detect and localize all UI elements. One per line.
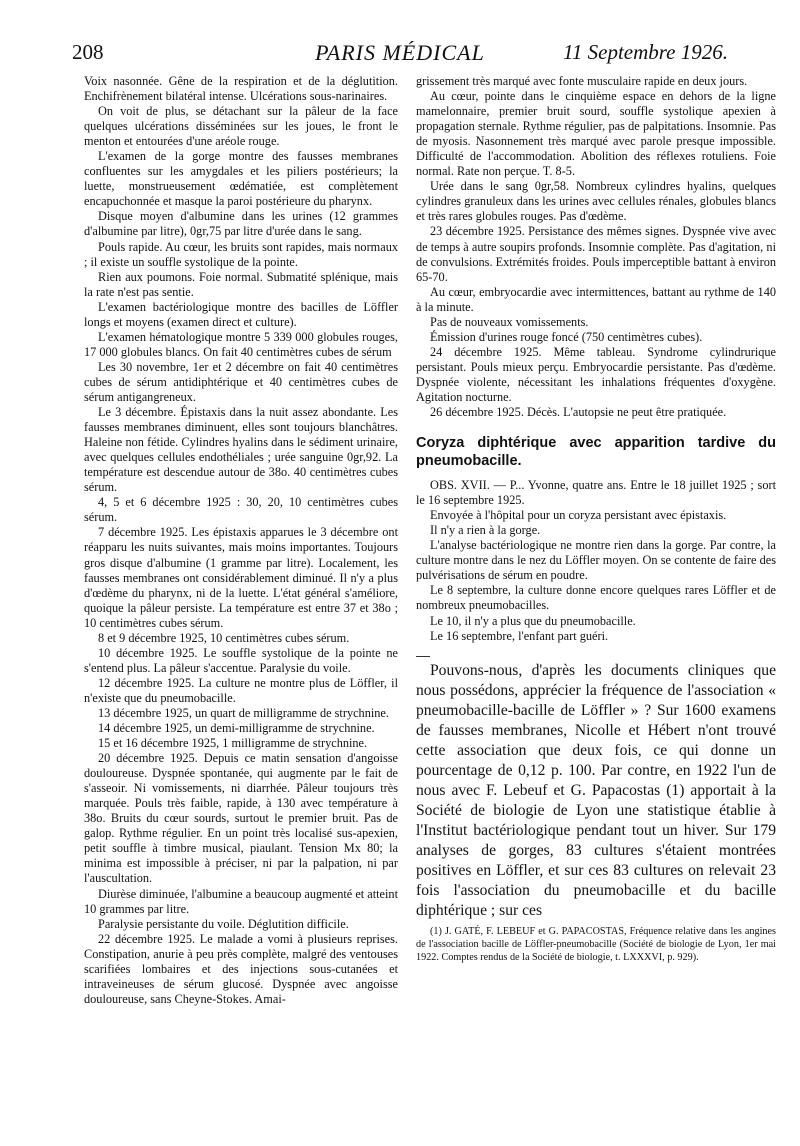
paragraph: Le 8 septembre, la culture donne encore quelques rares Löffler et de nombreux pneumobacilles. <box>416 583 776 613</box>
paragraph: Le 16 septembre, l'enfant part guéri. <box>430 628 609 643</box>
main-text-block <box>416 661 776 921</box>
paragraph: 13 décembre 1925, un quart de milligramme de strychnine. <box>98 705 389 720</box>
paragraph: Voix nasonnée. Gêne de la respiration et de la déglutition. Enchifrènement bilatéral intense. Ulcérations sous-narinaires. <box>84 74 398 104</box>
paragraph: 4, 5 et 6 décembre 1925 : 30, 20, 10 centimètres cubes sérum. <box>84 495 398 525</box>
paragraph: L'examen bactériologique montre des bacilles de Löffler longs et moyens (examen direct et culture). <box>84 299 398 329</box>
page-header <box>72 40 728 74</box>
paragraph: 7 décembre 1925. Les épistaxis apparues le 3 décembre ont réapparu les nuits suivantes, mais moins importantes. Toujours gros disque d'albumine (1 gramme par litre). Localement, les fausses membranes ont considérablement diminué. Il n'y a plus d'œdème du pharynx, ni de la luette. L'état général s'améliore, quoique la pâleur persiste. La température est entre 37 et 38o ; 10 centimètres cubes sérum. <box>84 525 398 630</box>
left-column <box>84 74 398 1007</box>
paragraph: L'examen de la gorge montre des fausses membranes confluentes sur les amygdales et les piliers postérieurs; la luette, monstrueusement œdématiée, est complètement encapuchonnée et masque la paroi postérieure du pharynx. <box>84 149 398 209</box>
paragraph: 23 décembre 1925. Persistance des mêmes signes. Dyspnée vive avec de temps à autre soupirs profonds. Insomnie complète. Pas d'agitation, ni de convulsions. Extrémités froides. Pouls imperceptible battant à environ 65-70. <box>416 224 776 284</box>
paragraph: L'analyse bactériologique ne montre rien dans la gorge. Par contre, la culture montre dans le nez du Löffler moyen. On se contente de faire des pulvérisations de sérum en poudre. <box>416 538 776 583</box>
paragraph: Au cœur, embryocardie avec intermittences, battant au rythme de 140 à la minute. <box>416 284 776 314</box>
paragraph: Le 10, il n'y a plus que du pneumobacille. <box>430 613 636 628</box>
paragraph: Pas de nouveaux vomissements. <box>430 314 589 329</box>
journal-title: PARIS MÉDICAL <box>315 40 485 65</box>
paragraph: 20 décembre 1925. Depuis ce matin sensation d'angoisse douloureuse. Dyspnée spontanée, qui augmente par le fait de s'asseoir. Ni vomissements, ni diarrhée. Pâleur toujours très marquée. Pouls très faible, rapide, à 130 avec température à 38o. Bruits du cœur sourds, surtout le premier bruit. Pas de galop. Rythme régulier. En un point très localisé sus-apexien, petit souffle à timbre musical, piaulant. Tension Mx 80; la minima est impossible à préciser, ni par la palpation, ni par l'auscultation. <box>84 751 398 886</box>
paragraph: Urée dans le sang 0gr,58. Nombreux cylindres hyalins, quelques cylindres granuleux dans les urines avec cellules rénales, globules blancs et très rares globules rouges. Pas d'œdème. <box>416 179 776 224</box>
paragraph: Émission d'urines rouge foncé (750 centimètres cubes). <box>430 329 703 344</box>
paragraph: Le 3 décembre. Épistaxis dans la nuit assez abondante. Les fausses membranes diminuent, elles sont toujours blanchâtres. Haleine non fétide. Cylindres hyalins dans le sédiment urinaire, avec quelques cellules endothéliales ; urée sanguine 0gr,92. La température est descendue autour de 38o. 40 centimètres cubes sérum. <box>84 405 398 495</box>
right-column <box>416 74 776 965</box>
paragraph: 24 décembre 1925. Même tableau. Syndrome cylindrurique persistant. Pouls mieux perçu. Embryocardie persistante. Pas d'œdème. Dyspnée violente, nécessitant les inhalations fréquentes d'oxygène. Agitation nocturne. <box>416 344 776 404</box>
paragraph: Diurèse diminuée, l'albumine a beaucoup augmenté et atteint 10 grammes par litre. <box>84 886 398 916</box>
paragraph: L'examen hématologique montre 5 339 000 globules rouges, 17 000 globules blancs. On fait 40 centimètres cubes de sérum <box>84 329 398 359</box>
footnote-block <box>416 925 776 965</box>
section-title: Coryza diphtérique avec apparition tardive du pneumobacille. <box>416 435 776 470</box>
page-number: 208 <box>72 40 104 64</box>
paragraph: Rien aux poumons. Foie normal. Submatité splénique, mais la rate n'est pas sentie. <box>84 269 398 299</box>
paragraph: On voit de plus, se détachant sur la pâleur de la face quelques ulcérations disséminées sur les joues, le front le menton et entourées d'une aréole rouge. <box>84 104 398 149</box>
paragraph: Envoyée à l'hôpital pour un coryza persistant avec épistaxis. <box>430 508 727 523</box>
paragraph: Au cœur, pointe dans le cinquième espace en dehors de la ligne mamelonnaire, premier bruit sourd, souffle systolique apexien à propagation sternale. Rythme régulier, pas de palpitations. Insomnie. Pas de myosis. Nasonnement très marqué avec parole presque impossible. Difficulté de l'accommodation. Abolition des réflexes rotuliens. Foie normal. Rate non perçue. T. 8-5. <box>416 89 776 179</box>
paragraph: Pouls rapide. Au cœur, les bruits sont rapides, mais normaux ; il existe un souffle systolique de la pointe. <box>84 239 398 269</box>
main-paragraph: Pouvons-nous, d'après les documents cliniques que nous possédons, apprécier la fréquence de l'association « pneumobacille-bacille de Löffler » ? Sur 1600 examens de fausses membranes, Nicolle et Hébert n'ont trouvé cette association que deux fois, ce qui donne un pourcentage de 0,12 p. 100. Par contre, en 1922 l'un de nous avec F. Lebeuf et G. Papacostas (1) apportait à la Société de biologie de Lyon une statistique établie à l'Institut bactériologique pendant tout un hiver. Sur 179 analyses de gorges, 83 cultures s'étaient montrées positives en Löffler, et sur ces 83 cultures on relevait 23 fois l'association du pneumobacille et du bacille diphtérique ; sur ces <box>416 661 776 919</box>
paragraph: 14 décembre 1925, un demi-milligramme de strychnine. <box>98 721 375 736</box>
paragraph: 8 et 9 décembre 1925, 10 centimètres cubes sérum. <box>98 630 350 645</box>
footnote: (1) J. GATÉ, F. LEBEUF et G. PAPACOSTAS, Fréquence relative dans les angines de l'association bacille de Löffler-pneumobacille (Société de biologie de Lyon, 1er mai 1922. Comptes rendus de la Société de biologie, t. LXXXVI, p. 929). <box>416 925 776 964</box>
separator <box>416 656 430 657</box>
paragraph: grissement très marqué avec fonte musculaire rapide en deux jours. <box>416 74 748 88</box>
paragraph: Les 30 novembre, 1er et 2 décembre on fait 40 centimètres cubes de sérum antidiphtérique et 40 centimètres cubes de sérum antigangreneux. <box>84 359 398 404</box>
paragraph: 15 et 16 décembre 1925, 1 milligramme de strychnine. <box>98 736 368 751</box>
paragraph: 12 décembre 1925. La culture ne montre plus de Löffler, il n'existe que du pneumobacille. <box>84 675 398 705</box>
paragraph: Il n'y a rien à la gorge. <box>430 523 541 538</box>
paragraph: 10 décembre 1925. Le souffle systolique de la pointe ne s'entend plus. La pâleur s'accentue. Paralysie du voile. <box>84 645 398 675</box>
paragraph: Disque moyen d'albumine dans les urines (12 grammes d'albumine par litre), 0gr,75 par litre d'urée dans le sang. <box>84 209 398 239</box>
paragraph: OBS. XVII. — P... Yvonne, quatre ans. Entre le 18 juillet 1925 ; sort le 16 septembre 1925. <box>416 478 776 508</box>
paragraph: 22 décembre 1925. Le malade a vomi à plusieurs reprises. Constipation, anurie à peu près complète, malgré des ventouses scarifiées lombaires et des injections sous-cutanées et intraveineuses de sérum glucosé. Dyspnée avec angoisse douloureuse, sans Cheyne-Stokes. Amai- <box>84 931 398 1006</box>
issue-date: 11 Septembre 1926. <box>562 40 728 64</box>
paragraph: 26 décembre 1925. Décès. L'autopsie ne peut être pratiquée. <box>430 405 727 420</box>
paragraph: Paralysie persistante du voile. Déglutition difficile. <box>98 916 349 931</box>
